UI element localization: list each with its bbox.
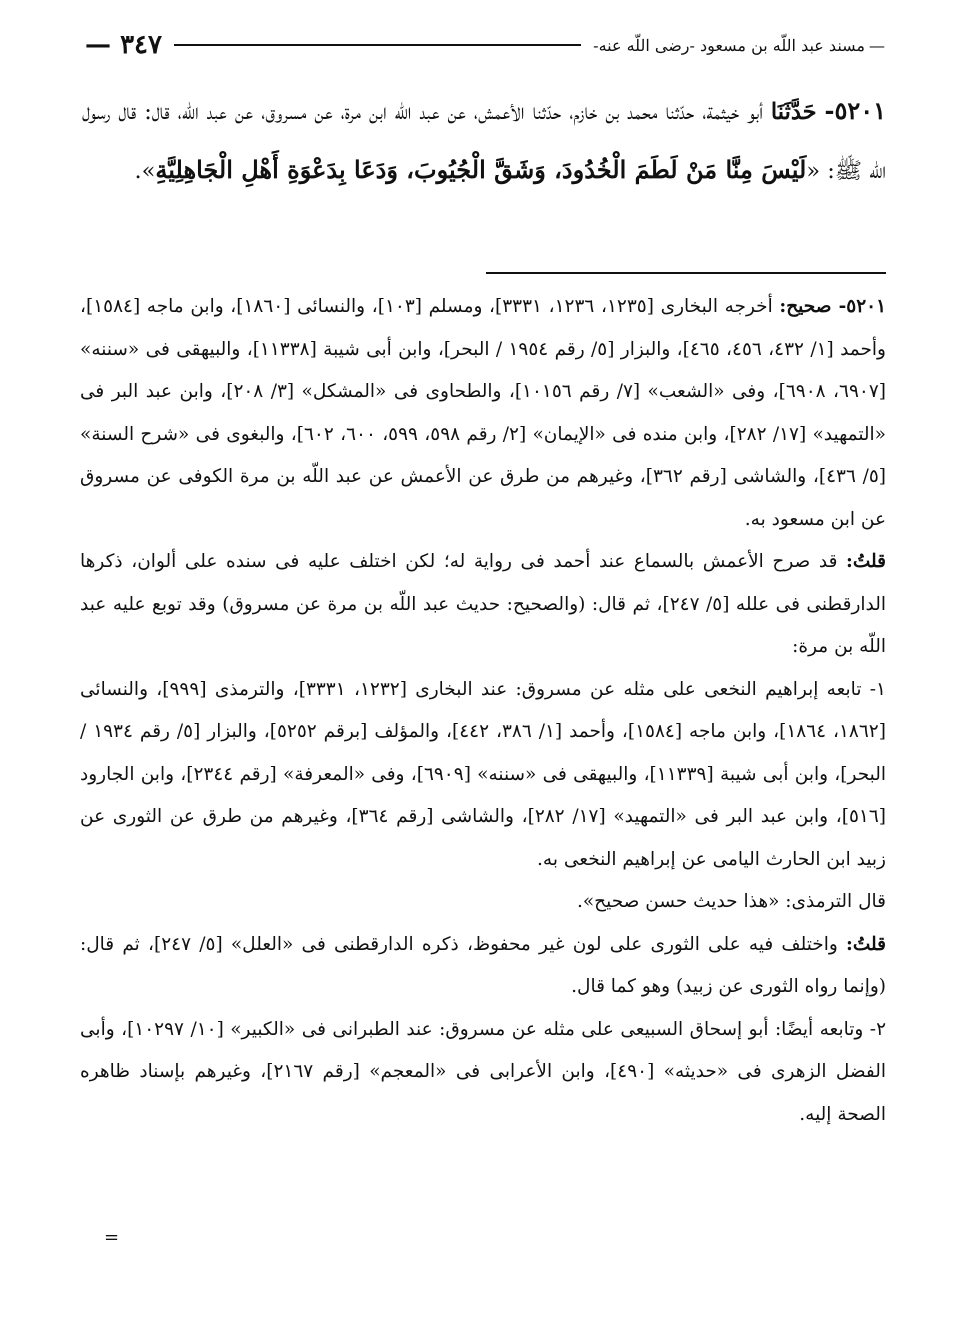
qultu-paragraph-1 [80, 541, 886, 669]
running-header [85, 30, 885, 60]
hadith-text [82, 82, 886, 200]
qultu-label-1: قلتُ: [846, 551, 886, 572]
hadith-closing: ». [134, 158, 156, 184]
follow-label-1: ١- [869, 678, 886, 700]
takhrij-label: ٥٢٠١- صحيح: [779, 296, 887, 317]
page-number: ٣٤٧ — [85, 30, 162, 60]
follow-paragraph-1 [80, 669, 886, 882]
hadith-chain: أبو خيثمة، حدّثنا محمد بن خازم، حدّثنا الأعمش، عن عبد اللّه ابن مرة، عن مسروق، عن عبد اللّه، قال: قال رسول اللّه ﷺ: « [82, 99, 886, 184]
tirmidhi-paragraph [80, 881, 886, 924]
follow-paragraph-2 [80, 1009, 886, 1137]
hadith-number: ٥٢٠١- [824, 96, 887, 125]
takhrij-paragraph [80, 286, 886, 541]
hadith-lead-word: حَدَّثَنَا [770, 99, 817, 125]
footnotes [80, 286, 886, 1136]
follow-label-2: ٢- [869, 1018, 886, 1040]
qultu-text-2: واختلف فيه على الثورى على لون غير محفوظ، ذكره الدارقطنى فى «العلل» [٥/ ٢٤٧]، ثم قال: (وإنما رواه الثورى عن زبيد) وهو كما قال. [80, 933, 886, 997]
follow-text-1: تابعه إبراهيم النخعى على مثله عن مسروق: عند البخارى [١٢٣٢، ٣٣٣١]، والترمذى [٩٩٩]، والنسائى [١٨٦٢، ١٨٦٤]، وابن ماجه [١٥٨٤]، وأحمد [١/ ٣٨٦، ٤٤٢]، والمؤلف [برقم ٥٢٥٢]، والبزار [٥/ رقم ١٩٣٤ / البحر]، وابن أبى شيبة [١١٣٣٩]، والبيهقى فى «سننه» [٦٩٠٩]، وفى «المعرفة» [رقم ٢٣٤٤]، وابن الجارود [٥١٦]، وابن عبد البر فى «التمهيد» [١٧/ ٢٨٢]، والشاشى [رقم ٣٦٤]، وغيرهم من طرق عن الثورى عن زبيد ابن الحارث اليامى عن إبراهيم النخعى به. [80, 678, 886, 870]
header-rule [174, 44, 581, 46]
qultu-label-2: قلتُ: [846, 933, 886, 955]
qultu-text-1: قد صرح الأعمش بالسماع عند أحمد فى رواية له؛ لكن اختلف عليه فى سنده على ألوان، ذكرها الدارقطنى فى علله [٥/ ٢٤٧]، ثم قال: (والصحيح: حديث عبد اللّه بن مرة عن مسروق) وقد توبع عليه عبد اللّه بن مرة: [80, 551, 886, 657]
header-title: مسند عبد اللّه بن مسعود -رضى اللّه عنه- [593, 35, 865, 55]
continuation-mark: = [104, 1227, 120, 1248]
footnote-divider [486, 272, 886, 274]
qultu-paragraph-2 [80, 924, 886, 1009]
hadith-matn: لَيْسَ مِنَّا مَنْ لَطَمَ الْخُدُودَ، وَشَقَّ الْجُيُوبَ، وَدَعَا بِدَعْوَةِ أَهْلِ الْجَاهِلِيَّةِ [155, 155, 807, 184]
header-dash: — [869, 35, 885, 55]
tirmidhi-text: قال الترمذى: «هذا حديث حسن صحيح». [576, 891, 886, 912]
follow-text-2: وتابعه أيضًا: أبو إسحاق السبيعى على مثله عن مسروق: عند الطبرانى فى «الكبير» [١٠/ ١٠٢٩٧]، وأبى الفضل الزهرى فى «حديثه» [٤٩٠]، وابن الأعرابى فى «المعجم» [رقم ٢١٦٧]، وغيرهم بإسناد ظاهره الصحة إليه. [80, 1018, 887, 1125]
takhrij-text: أخرجه البخارى [١٢٣٥، ١٢٣٦، ٣٣٣١]، ومسلم [١٠٣]، والنسائى [١٨٦٠]، وابن ماجه [١٥٨٤]، وأحمد [١/ ٤٣٢، ٤٥٦، ٤٦٥]، والبزار [٥/ رقم ١٩٥٤ / البحر]، وابن أبى شيبة [١١٣٣٨]، والبيهقى فى «سننه» [٦٩٠٧، ٦٩٠٨]، وفى «الشعب» [٧/ رقم ١٠١٥٦]، والطحاوى فى «المشكل» [٣/ ٢٠٨]، وابن عبد البر فى «التمهيد» [١٧/ ٢٨٢]، وابن منده فى «الإيمان» [٢/ رقم ٥٩٨، ٥٩٩، ٦٠٠، ٦٠٢]، والبغوى فى «شرح السنة» [٥/ ٤٣٦]، والشاشى [رقم ٣٦٢]، وغيرهم من طرق عن الأعمش عن عبد اللّه بن مرة الكوفى عن مسروق عن ابن مسعود به. [80, 296, 886, 530]
